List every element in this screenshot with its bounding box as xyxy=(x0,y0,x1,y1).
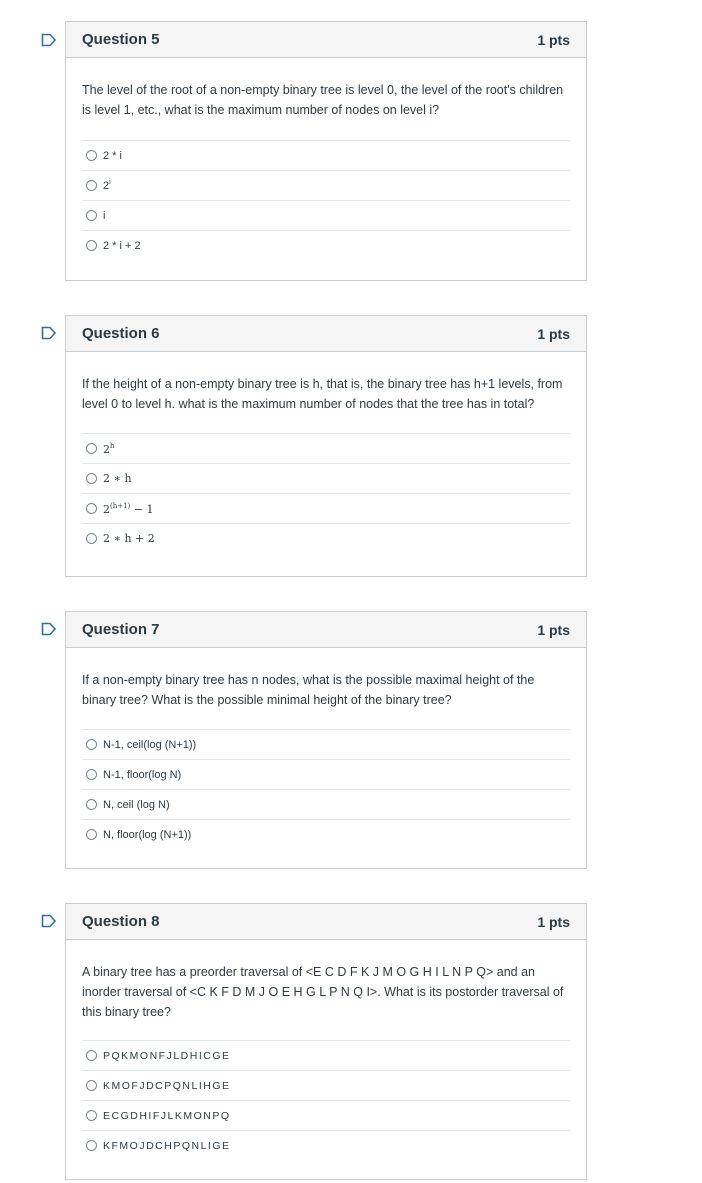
answer-option[interactable] xyxy=(82,493,570,523)
radio-button[interactable] xyxy=(86,769,97,780)
radio-button[interactable] xyxy=(86,829,97,840)
flag-question-icon[interactable] xyxy=(41,914,57,928)
question-header xyxy=(66,316,586,352)
answer-option[interactable] xyxy=(82,819,570,849)
question-text: A binary tree has a preorder traversal of <E C D F K J M O G H I L N P Q> and an inorder traversal of <C K F D M J O E H G L P N Q I>. What is its postorder traversal of this binary tree? xyxy=(82,965,564,1019)
question-title: Question 8 xyxy=(82,913,160,930)
radio-button[interactable] xyxy=(86,739,97,750)
radio-button[interactable] xyxy=(86,1080,97,1091)
answer-label: i xyxy=(103,209,106,222)
question-points: 1 pts xyxy=(537,325,570,342)
answer-option[interactable] xyxy=(82,230,570,260)
question-text: If the height of a non-empty binary tree is h, that is, the binary tree has h+1 levels, from level 0 to level h. what is the maximum number of nodes that the tree has in total? xyxy=(82,377,563,411)
question-points: 1 pts xyxy=(537,913,570,930)
question-header xyxy=(66,22,586,58)
answer-option[interactable] xyxy=(82,140,570,170)
flag-question-icon[interactable] xyxy=(41,326,57,340)
answer-label: 2 * i xyxy=(103,149,122,162)
answer-label: N-1, floor(log N) xyxy=(103,768,182,781)
answer-label: 2$^i$ xyxy=(103,179,111,192)
answer-label: ECGDHIFJLKMONPQ xyxy=(103,1109,231,1122)
flag-question-icon[interactable] xyxy=(41,33,57,47)
answer-option[interactable] xyxy=(82,1040,570,1070)
question-points: 1 pts xyxy=(537,621,570,638)
answer-option[interactable] xyxy=(82,463,570,493)
answer-label: N, floor(log (N+1)) xyxy=(103,828,192,841)
radio-button[interactable] xyxy=(86,443,97,454)
radio-button[interactable] xyxy=(86,150,97,161)
radio-button[interactable] xyxy=(86,240,97,251)
radio-button[interactable] xyxy=(86,210,97,221)
answer-label: 2 * i + 2 xyxy=(103,239,141,252)
answer-label: KFMOJDCHPQNLIGE xyxy=(103,1139,231,1152)
answer-option[interactable] xyxy=(82,170,570,200)
flag-question-icon[interactable] xyxy=(41,622,57,636)
question-card xyxy=(65,611,587,869)
answer-list xyxy=(82,729,570,849)
radio-button[interactable] xyxy=(86,1140,97,1151)
answer-option[interactable] xyxy=(82,789,570,819)
answer-option[interactable] xyxy=(82,1130,570,1160)
answer-label: 2 ∗ h xyxy=(103,472,132,485)
question-title: Question 7 xyxy=(82,621,160,638)
radio-button[interactable] xyxy=(86,180,97,191)
radio-button[interactable] xyxy=(86,473,97,484)
question-card xyxy=(65,903,587,1180)
answer-label: KMOFJDCPQNLIHGE xyxy=(103,1079,231,1092)
radio-button[interactable] xyxy=(86,503,97,514)
answer-label: 2$^h$ xyxy=(103,441,115,456)
question-text: If a non-empty binary tree has n nodes, what is the possible maximal height of the binary tree? What is the possible minimal height of the binary tree? xyxy=(82,673,535,707)
question-text: The level of the root of a non-empty binary tree is level 0, the level of the root's children is level 1, etc., what is the maximum number of nodes on level i? xyxy=(82,83,564,117)
answer-list xyxy=(82,140,570,260)
answer-label: N, ceil (log N) xyxy=(103,798,170,811)
answer-list xyxy=(82,1040,570,1160)
question-header xyxy=(66,904,586,940)
answer-option[interactable] xyxy=(82,729,570,759)
question-card xyxy=(65,315,587,577)
answer-option[interactable] xyxy=(82,523,570,553)
answer-label: N-1, ceil(log (N+1)) xyxy=(103,738,197,751)
radio-button[interactable] xyxy=(86,1110,97,1121)
answer-option[interactable] xyxy=(82,759,570,789)
radio-button[interactable] xyxy=(86,799,97,810)
answer-list xyxy=(82,433,570,553)
question-points: 1 pts xyxy=(537,31,570,48)
question-title: Question 6 xyxy=(82,325,160,342)
answer-option[interactable] xyxy=(82,1070,570,1100)
answer-option[interactable] xyxy=(82,200,570,230)
answer-label: PQKMONFJLDHICGE xyxy=(103,1049,231,1062)
question-title: Question 5 xyxy=(82,31,160,48)
answer-option[interactable] xyxy=(82,433,570,463)
question-card xyxy=(65,21,587,281)
answer-label: 2 ∗ h + 2 xyxy=(103,532,155,545)
answer-option[interactable] xyxy=(82,1100,570,1130)
radio-button[interactable] xyxy=(86,1050,97,1061)
question-header xyxy=(66,612,586,648)
answer-label: $2^{(h+1)} - 1$ xyxy=(103,501,154,516)
radio-button[interactable] xyxy=(86,533,97,544)
